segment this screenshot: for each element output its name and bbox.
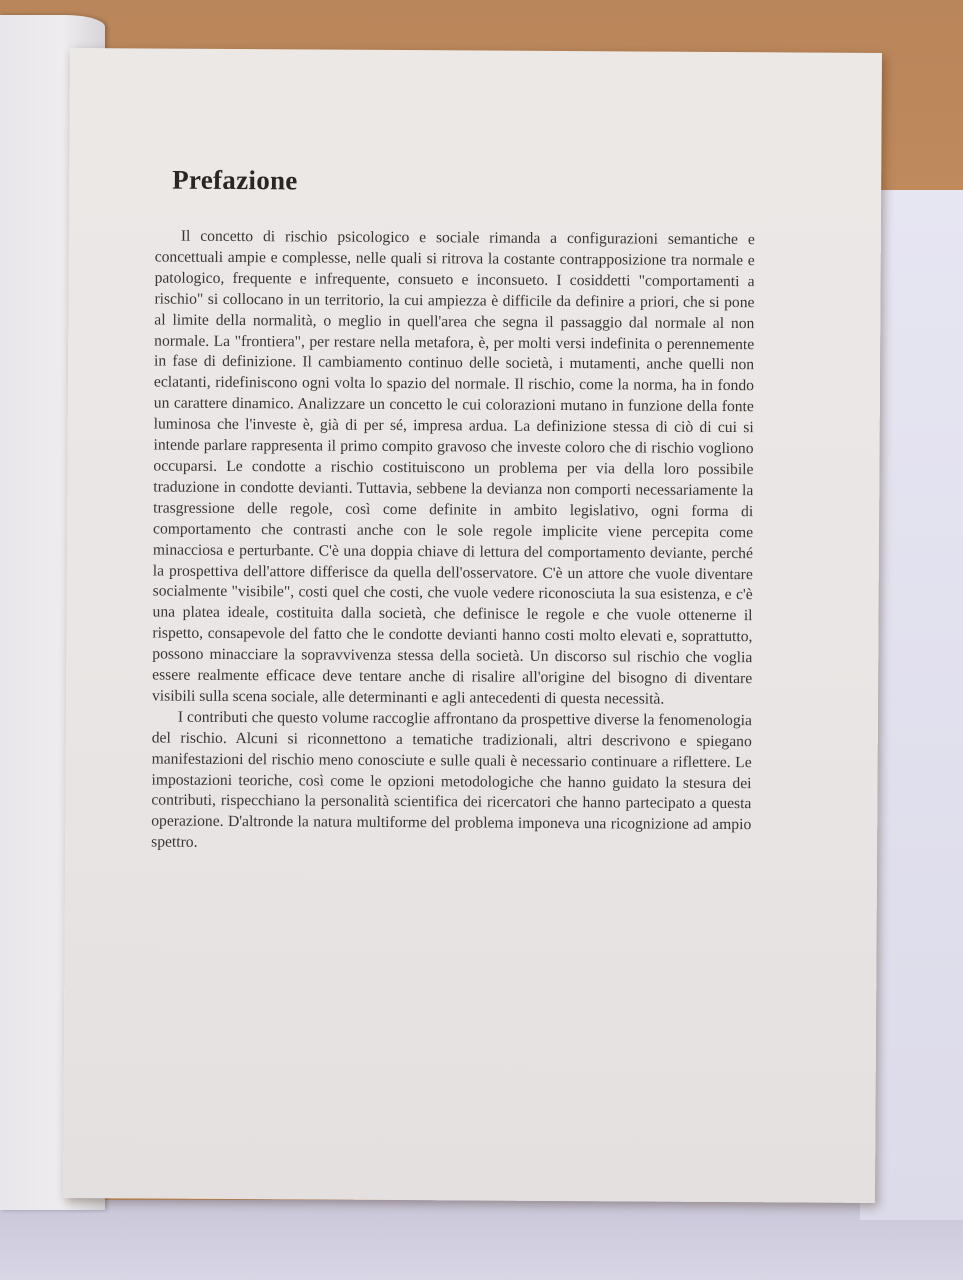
book-page [63,48,882,1203]
paragraph-1: Il concetto di rischio psicologico e sociale rimanda a configurazioni semantiche e concettuali ampie e complesse, nelle quali si ritrova la costante contrapposizione tra normale e patologico, frequente e infrequente, consueto e inconsueto. I cosiddetti "comportamenti a rischio" si collocano in un territorio, la cui ampiezza è difficile da definire a priori, che si pone al limite della normalità, o meglio in quell'area che segna il passaggio dal normale al non normale. La "frontiera", per restare nella metafora, è, per molti versi indefinita o perennemente in fase di definizione. Il cambiamento continuo delle società, i mutamenti, anche quelli non eclatanti, ridefiniscono ogni volta lo spazio del normale. Il rischio, come la norma, ha in fondo un carattere dinamico. Analizzare un concetto le cui colorazioni mutano in funzione della fonte luminosa che l'investe è, già di per sé, impresa ardua. La definizione stessa di ciò di cui si intende parlare rappresenta il primo compito gravoso che investe coloro che di rischio vogliono occuparsi. Le condotte a rischio costituiscono un problema per via della loro possibile traduzione in condotte devianti. Tuttavia, sebbene la devianza non comporti necessariamente la trasgressione delle regole, così come definite in ambito legislativo, ogni forma di comportamento che contrasti anche con le sole regole implicite viene percepita come minacciosa e perturbante. C'è una doppia chiave di lettura del comportamento deviante, perché la prospettiva dell'attore differisce da quella dell'osservatore. C'è un attore che vuole diventare socialmente "visibile", costi quel che costi, che vuole vedere riconosciuta la sua esistenza, e c'è una platea ideale, costituita dalla società, che definisce le regole e che vuole ottenerne il rispetto, consapevole del fatto che le condotte devianti hanno costi molto elevati e, soprattutto, possono minacciare la sopravvivenza stessa della società. Un discorso sul rischio che voglia essere realmente efficace deve tentare anche di risalire all'origine del bisogno di diventare visibili sulla scena sociale, alle determinanti e agli antecedenti di questa necessità. [151,227,755,708]
table-surface [0,1200,963,1280]
paragraph-2: I contributi che questo volume raccoglie affrontano da prospettive diverse la fenomenologia del rischio. Alcuni si riconnettono a tematiche tradizionali, altri descrivono e spiegano manifestazioni del rischio meno conosciute e sulle quali è necessario continuare a riflettere. Le impostazioni teoriche, così come le opzioni metodologiche che hanno guidato la stesura dei contributi, rispecchiano la personalità scientifica dei ricercatori che hanno partecipato a questa operazione. D'altronde la natura multiforme del problema imponeva una ricognizione ad ampio spettro. [151,708,752,852]
preface-body [151,227,755,858]
page-title: Prefazione [172,164,298,196]
